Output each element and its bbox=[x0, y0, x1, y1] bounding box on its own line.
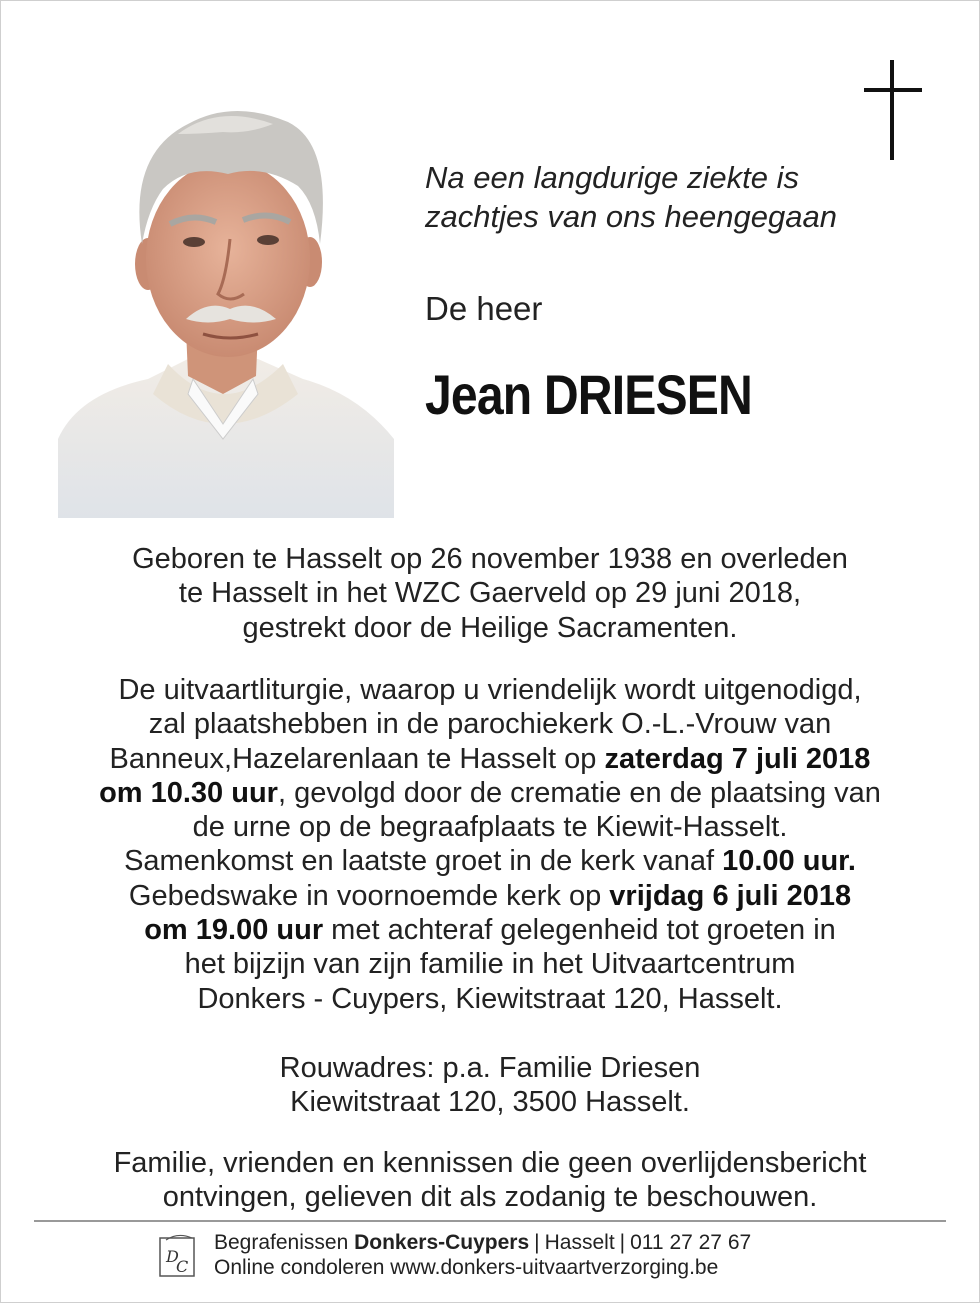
birth-death-paragraph bbox=[40, 542, 940, 645]
footer-city: Hasselt bbox=[544, 1231, 615, 1254]
gathering-time: 10.00 uur. bbox=[722, 845, 856, 878]
funeral-line-4-text: , gevolgd door de crematie en de plaatsing van bbox=[277, 776, 881, 809]
funeral-line-4 bbox=[40, 776, 940, 810]
funeral-line-9: het bijzijn van zijn familie in het Uitvaartcentrum bbox=[184, 948, 796, 981]
birth-line-1: Geboren te Hasselt op 26 november 1938 en overleden bbox=[132, 543, 848, 575]
funeral-line-5: de urne op de begraafplaats te Kiewit-Hasselt. bbox=[192, 811, 788, 844]
funeral-line-7 bbox=[40, 879, 940, 913]
footer-separator-1: | bbox=[534, 1231, 540, 1254]
funeral-line-8 bbox=[40, 913, 940, 947]
dc-monogram-logo bbox=[158, 1232, 198, 1278]
intro-line-2: zachtjes van ons heengegaan bbox=[425, 199, 837, 234]
funeral-line-1: De uitvaartliturgie, waarop u vriendelijk wordt uitgenodigd, bbox=[118, 674, 862, 706]
funeral-line-2: zal plaatshebben in de parochiekerk O.-L.-Vrouw van bbox=[148, 708, 832, 741]
footer-divider bbox=[34, 1220, 946, 1222]
funeral-line-10: Donkers - Cuypers, Kiewitstraat 120, Hasselt. bbox=[197, 982, 783, 1015]
wake-text: Gebedswake in voornoemde kerk op bbox=[128, 879, 610, 912]
funeral-line-3 bbox=[40, 742, 940, 776]
mourning-address bbox=[40, 1051, 940, 1120]
birth-line-2: te Hasselt in het WZC Gaerveld op 29 juni 2018, bbox=[178, 577, 802, 610]
footer-phone: 011 27 27 67 bbox=[630, 1231, 752, 1254]
footer bbox=[214, 1230, 751, 1280]
gathering-text: Samenkomst en laatste groet in de kerk vanaf bbox=[124, 845, 723, 878]
deceased-name: Jean DRIESEN bbox=[425, 363, 752, 426]
notice-line-1: Familie, vrienden en kennissen die geen overlijdensbericht bbox=[113, 1147, 867, 1179]
funeral-date: zaterdag 7 juli 2018 bbox=[604, 742, 871, 775]
footer-company: Donkers-Cuypers bbox=[354, 1231, 530, 1254]
address-line-1: Rouwadres: p.a. Familie Driesen bbox=[279, 1052, 701, 1084]
notice-line-2: ontvingen, gelieven dit als zodanig te beschouwen. bbox=[162, 1181, 818, 1214]
wake-line-text: met achteraf gelegenheid tot groeten in bbox=[323, 914, 836, 947]
wake-time: om 19.00 uur bbox=[144, 914, 324, 947]
intro-line-1: Na een langdurige ziekte is bbox=[425, 160, 799, 195]
notice-paragraph bbox=[40, 1146, 940, 1215]
cross-icon bbox=[864, 60, 922, 160]
footer-online-label: Online condoleren bbox=[214, 1256, 391, 1279]
funeral-paragraph bbox=[40, 673, 940, 1016]
svg-text:D: D bbox=[166, 1247, 179, 1266]
birth-line-3: gestrekt door de Heilige Sacramenten. bbox=[242, 611, 738, 644]
funeral-line-6 bbox=[40, 844, 940, 878]
footer-line-2 bbox=[214, 1255, 751, 1280]
address-line-2: Kiewitstraat 120, 3500 Hasselt. bbox=[290, 1086, 690, 1119]
wake-date: vrijdag 6 juli 2018 bbox=[609, 879, 852, 912]
footer-line-1 bbox=[214, 1230, 751, 1255]
honorific: De heer bbox=[425, 290, 543, 327]
footer-separator-2: | bbox=[619, 1231, 626, 1254]
svg-text:C: C bbox=[176, 1257, 189, 1276]
funeral-time: om 10.30 uur bbox=[99, 776, 278, 809]
intro-text bbox=[425, 158, 905, 236]
footer-prefix: Begrafenissen bbox=[214, 1231, 355, 1254]
funeral-line-3-text: Banneux,Hazelarenlaan te Hasselt op bbox=[109, 742, 605, 775]
portrait-photo bbox=[58, 94, 394, 518]
footer-website-link[interactable]: www.donkers-uitvaartverzorging.be bbox=[390, 1256, 719, 1279]
